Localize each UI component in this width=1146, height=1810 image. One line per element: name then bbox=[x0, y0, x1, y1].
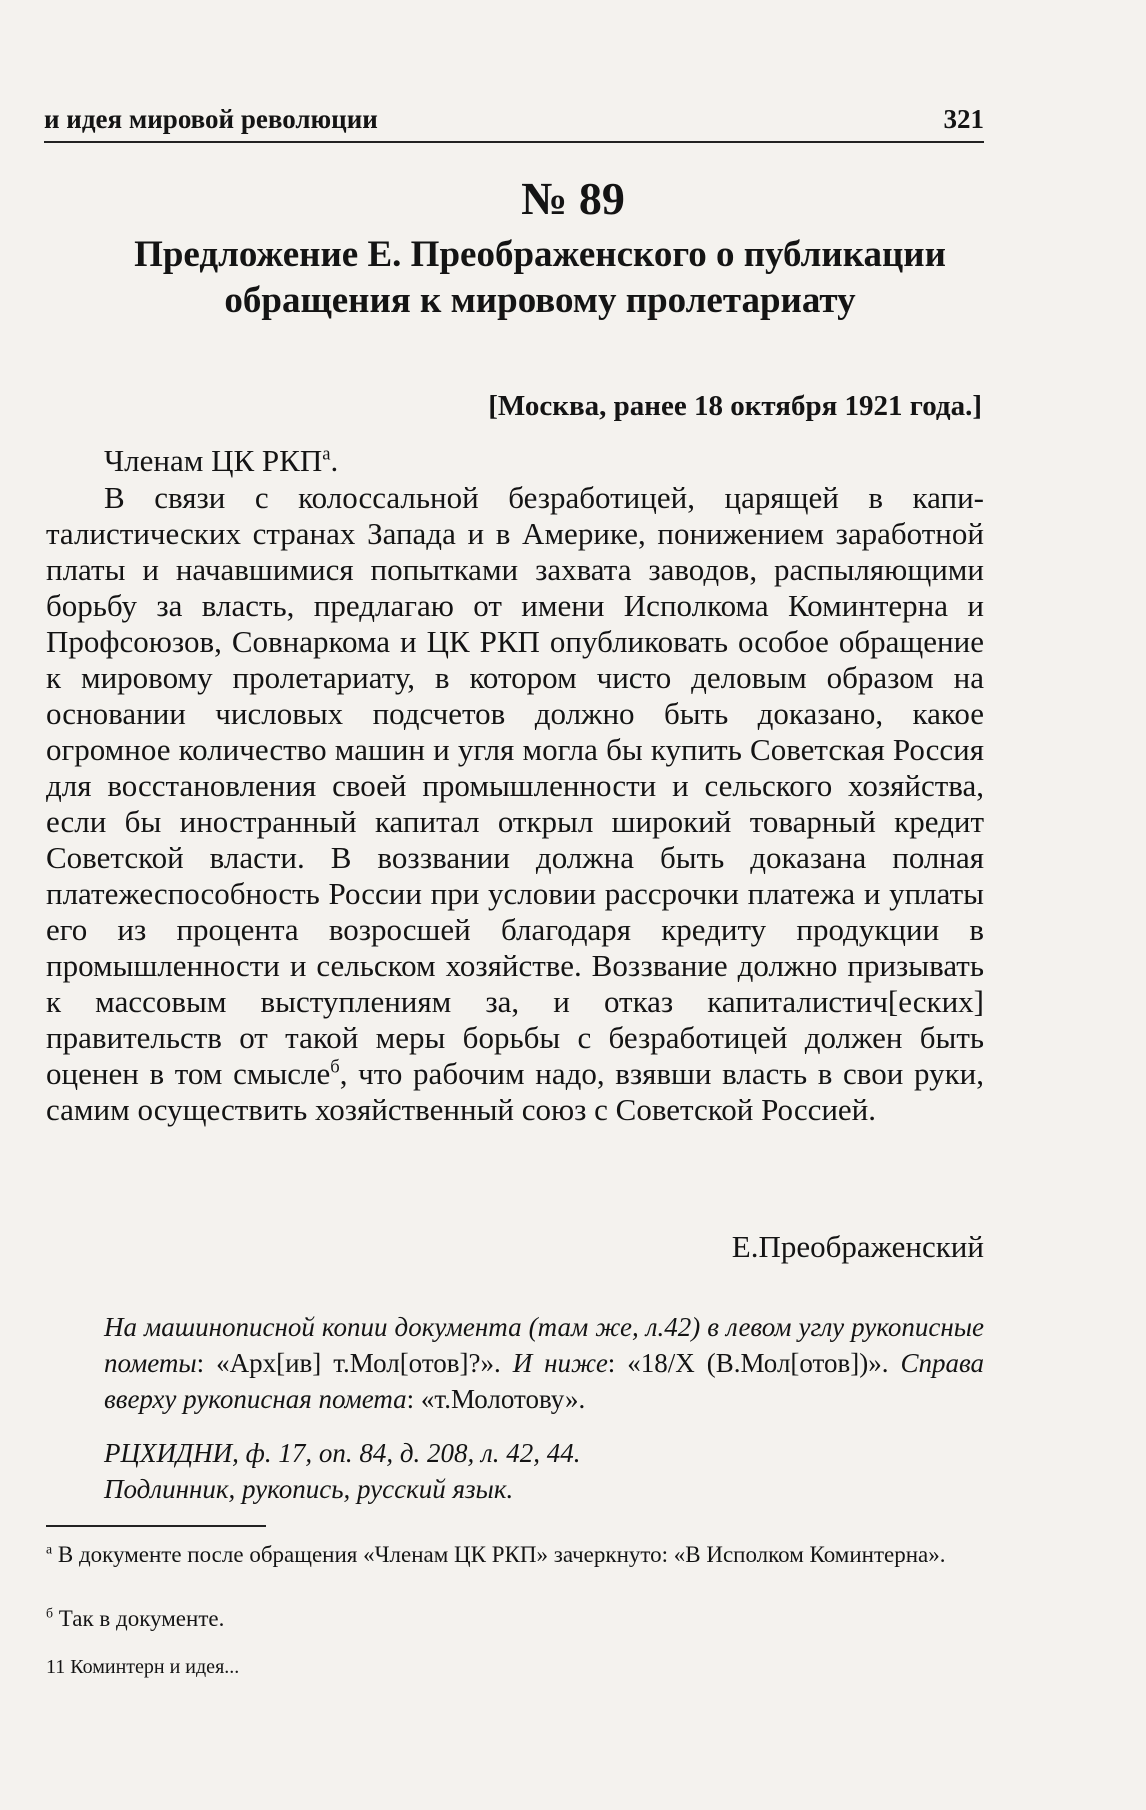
body-text-part2: , что рабочим надо, взявши власть в свои руки, самим осуществить хозяйственный союз с Советской Россией. bbox=[46, 1056, 984, 1127]
addressee-text: Членам ЦК РКП bbox=[104, 443, 323, 478]
archival-note-part6: : «т.Молотову». bbox=[406, 1384, 586, 1414]
footnote-a-mark: а bbox=[46, 1541, 53, 1557]
footnote-ref-a: а bbox=[322, 443, 331, 465]
footnote-a-text: В документе после обращения «Членам ЦК РКП» зачеркнуто: «В Исполком Коминтерна». bbox=[52, 1542, 946, 1567]
footnote-b bbox=[46, 1605, 986, 1633]
footnote-b-mark: б bbox=[46, 1605, 54, 1621]
printer-signature-mark: 11 Коминтерн и идея... bbox=[46, 1656, 240, 1678]
signature: Е.Преображенский bbox=[731, 1229, 984, 1264]
archival-note-part5: Справа вверху рукописная помета bbox=[104, 1348, 984, 1414]
body-text-part1: В связи с колоссальной безработицей, царящей в капиталистических странах Запада и в Америке, понижением заработной платы и начавшимися попытками захвата заводов, распыляющими борьбу за власть, предлагаю от имени Исполкома Коминтерна и Профсоюзов, Совнаркома и ЦК РКП опубликовать особое обращение к мировому пролетариату, в котором чисто деловым образом на основании числовых подсчетов должно быть доказано, какое огромное количество машин и угля могла бы купить Советская Россия для восстановления своей промышленности и сельского хозяйства, если бы иностранный капитал открыл широкий товарный кредит Советской власти. В воззвании должна быть доказана полная платежеспособность России при условии рассрочки платежа и уплаты его из процента возросшей благодаря кредиту продукции в промышленности и сельском хозяйстве. Воззвание должно призывать к массовым выступлениям за, и отказ капиталистич[еских] правительств от такой меры борьбы с безработицей должен быть оценен в том смысле bbox=[46, 480, 984, 1091]
running-title: и идея мировой революции bbox=[44, 104, 378, 134]
place-date: [Москва, ранее 18 октября 1921 года.] bbox=[488, 390, 982, 422]
footnote-divider bbox=[46, 1525, 266, 1527]
archival-note-part1: На машинописной копии документа (там же, л.42) в левом углу рукописные пометы bbox=[104, 1312, 984, 1378]
running-header bbox=[44, 104, 984, 143]
archival-note-part2: : «Арх[ив] т.Мол[отов]?». bbox=[196, 1348, 513, 1378]
archival-note-part3: И ниже bbox=[512, 1348, 608, 1378]
addressee: Членам ЦК $РКП^а$. bbox=[104, 443, 339, 478]
document-description: Подлинник, рукопись, русский язык. bbox=[104, 1474, 514, 1504]
archival-note-part4: : «18/X (В.Мол[отов])». bbox=[607, 1348, 901, 1378]
footnote-ref-b: б bbox=[330, 1056, 340, 1078]
document-title: Предложение Е. Преображенского о публикации обращения к мировому пролетариату bbox=[134, 234, 946, 321]
archive-reference: РЦХИДНИ, ф. 17, оп. 84, д. 208, л. 42, 44. bbox=[104, 1438, 581, 1468]
body-text bbox=[46, 480, 984, 1128]
footnote-a bbox=[46, 1541, 986, 1569]
document-number: № 89 bbox=[521, 173, 625, 224]
page-number: 321 bbox=[943, 104, 984, 134]
source-reference bbox=[104, 1435, 984, 1507]
archival-note bbox=[104, 1309, 984, 1417]
footnote-b-text: Так в документе. bbox=[53, 1606, 225, 1631]
